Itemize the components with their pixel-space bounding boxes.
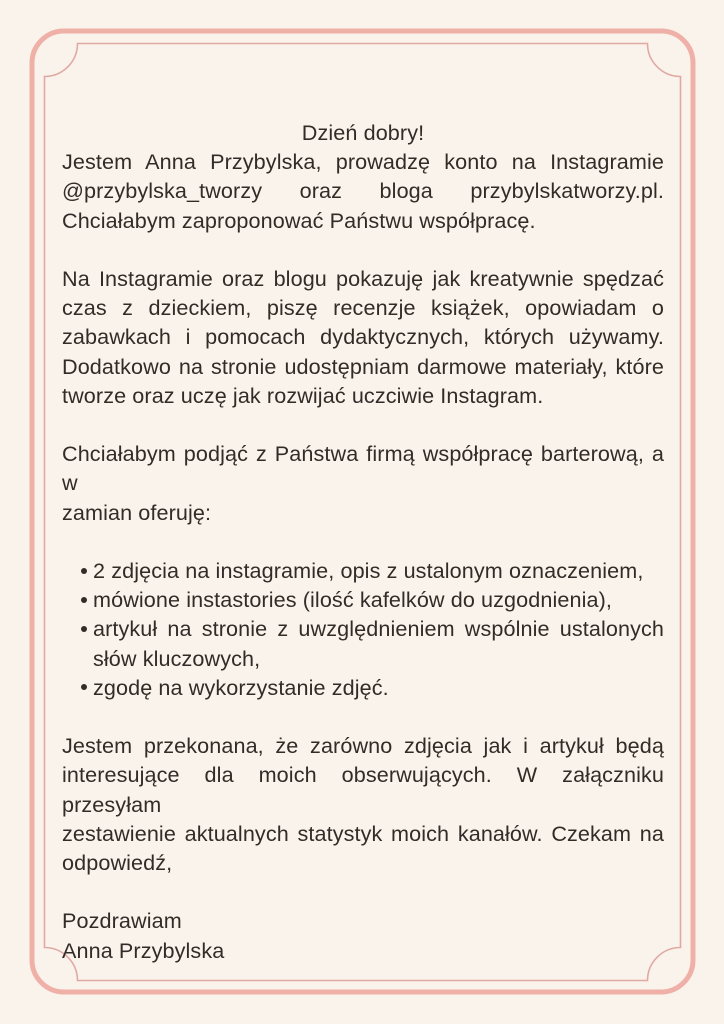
bullet-line: zgodę na wykorzystanie zdjęć.	[93, 674, 389, 700]
closing-line: Jestem przekonana, że zarówno zdjęcia jak i artykuł będą	[62, 733, 664, 759]
intro-line: @przybylska_tworzy oraz bloga przybylskatworzy.pl.	[62, 178, 664, 204]
intro-line: Chciałabym zaproponować Państwu współpracę.	[62, 207, 536, 233]
bullet-item	[62, 556, 664, 585]
about-line: Dodatkowo na stronie udostępniam darmowe materiały, które	[62, 353, 664, 379]
signoff-line: Pozdrawiam	[62, 908, 182, 934]
bullet-item	[62, 614, 664, 672]
closing-line: interesujące dla moich obserwujących. W załączniku przesyłam	[62, 762, 664, 817]
about-line: tworze oraz uczę jak rozwijać uczciwie Instagram.	[62, 382, 544, 408]
signature-block	[62, 906, 664, 964]
bullet-line: artykuł na stronie z uwzględnieniem wspólnie ustalonych	[93, 616, 664, 642]
closing-line: odpowiedź,	[62, 850, 173, 876]
closing-paragraph	[62, 731, 664, 877]
bullet-dot	[81, 568, 87, 574]
intro-line: Jestem Anna Przybylska, prowadzę konto na Instagramie	[62, 149, 664, 175]
bullet-line: mówione instastories (ilość kafelków do uzgodnienia),	[93, 587, 613, 613]
bullet-line: 2 zdjęcia na instagramie, opis z ustalonym oznaczeniem,	[93, 558, 644, 583]
offer-intro-line: zamian oferuję:	[62, 499, 212, 525]
intro-paragraph	[62, 118, 664, 235]
bullet-item	[62, 673, 664, 702]
closing-line: zestawienie aktualnych statystyk moich kanałów. Czekam na	[62, 820, 664, 846]
signature-line: Anna Przybylska	[62, 937, 225, 963]
bullet-dot	[81, 597, 87, 603]
offer-intro-line: Chciałabym podjąć z Państwa firmą współpracę barterową, a w	[62, 441, 664, 496]
bullet-dot	[81, 684, 87, 690]
greeting-line: Dzień dobry!	[301, 120, 425, 145]
bullet-dot	[81, 626, 87, 632]
bullet-item	[62, 585, 664, 614]
letter-body	[62, 118, 664, 965]
about-paragraph	[62, 264, 664, 410]
offer-bullet-list	[62, 556, 664, 702]
bullet-line: słów kluczowych,	[93, 645, 261, 671]
offer-intro-paragraph	[62, 439, 664, 527]
about-line: Na Instagramie oraz blogu pokazuję jak kreatywnie spędzać	[62, 266, 664, 291]
about-line: zabawkach i pomocach dydaktycznych, których używamy.	[62, 324, 664, 350]
about-line: czas z dzieckiem, piszę recenzje książek, opowiadam o	[62, 295, 664, 321]
